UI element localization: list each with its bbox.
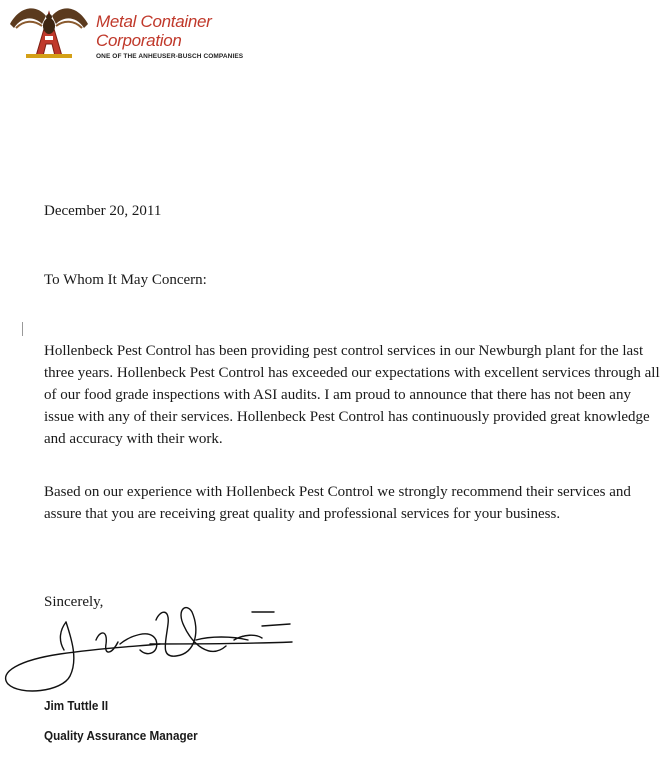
handwritten-signature: [0, 600, 310, 700]
margin-mark: [22, 322, 23, 336]
signer-title: Quality Assurance Manager: [44, 728, 198, 743]
salutation: To Whom It May Concern:: [44, 272, 207, 288]
letter-date: December 20, 2011: [44, 203, 162, 219]
signer-name: Jim Tuttle II: [44, 698, 109, 713]
eagle-a-logo-icon: [6, 2, 92, 60]
company-name-line1: Metal Container: [96, 12, 212, 31]
company-name-line2: Corporation: [96, 31, 182, 50]
company-brand: [96, 12, 243, 60]
closing: Sincerely,: [44, 594, 104, 610]
body-paragraph: Hollenbeck Pest Control has been providing pest control services in our Newburgh plant for the last three years. Hollenbeck Pest Control has exceeded our expectations with excellent services through all of our food grade inspections with ASI audits. I am proud to announce that there has not been any issue with any of their services. Hollenbeck Pest Control has continuously provided great knowledge and accuracy with their work.: [44, 343, 660, 447]
body-paragraph: Based on our experience with Hollenbeck Pest Control we strongly recommend their services and assure that you are receiving great quality and professional services for your business.: [44, 484, 631, 522]
company-tagline: ONE OF THE ANHEUSER-BUSCH COMPANIES: [96, 53, 244, 60]
